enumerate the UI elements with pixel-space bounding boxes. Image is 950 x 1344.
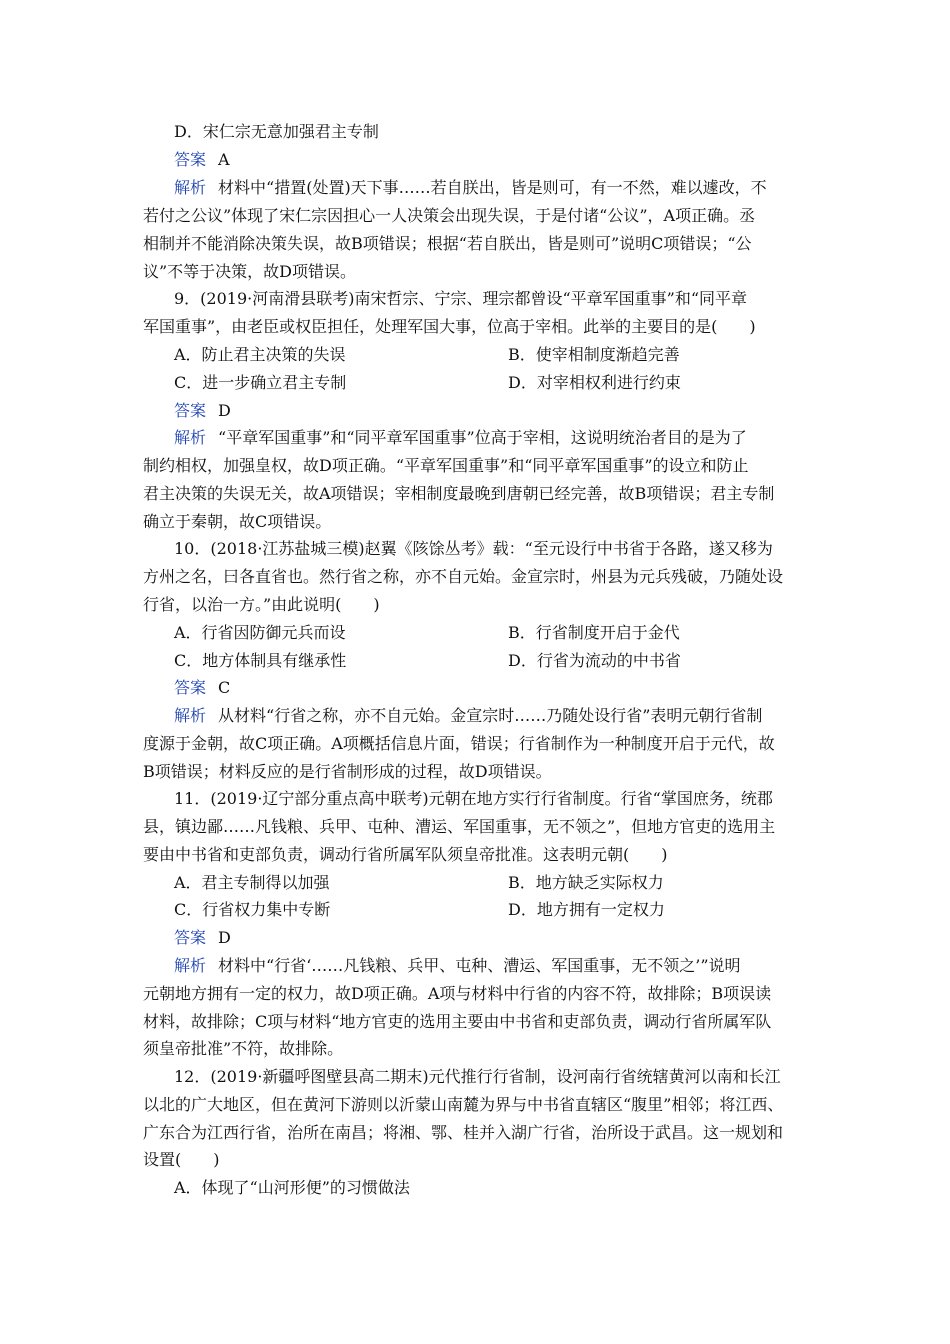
q9-analysis-line: 解析 “平章军国重事”和“同平章军国重事”位高于宰相，这说明统治者目的是为了 bbox=[174, 428, 747, 447]
q11-answer bbox=[174, 927, 231, 949]
q11-option-b: B．地方缺乏实际权力 bbox=[508, 873, 664, 892]
q8-option-d: D．宋仁宗无意加强君主专制 bbox=[174, 122, 379, 141]
analysis-label: 解析 bbox=[174, 706, 207, 725]
q9-option-c: C．进一步确立君主专制 bbox=[174, 373, 347, 392]
q12-stem-line: 12．(2019·新疆呼图壁县高二期末)元代推行行省制，设河南行省统辖黄河以南和长江 bbox=[174, 1067, 781, 1086]
q11-analysis-line: 解析 材料中“行省‘……凡钱粮、兵甲、屯种、漕运、军国重事，无不领之’”说明 bbox=[174, 956, 741, 975]
q8-analysis-line: 若付之公议”体现了宋仁宗因担心一人决策会出现失误，于是付诸“公议”，A项正确。丞 bbox=[143, 206, 756, 225]
q11-stem-line: 县，镇边鄙……凡钱粮、兵甲、屯种、漕运、军国重事，无不领之”，但地方官吏的选用主 bbox=[143, 817, 776, 836]
q8-answer bbox=[174, 149, 230, 171]
q12-stem-line: 以北的广大地区，但在黄河下游则以沂蒙山南麓为界与中书省直辖区“腹里”相邻；将江西、 bbox=[143, 1095, 784, 1114]
answer-value: D bbox=[218, 928, 231, 947]
q11-option-c: C．行省权力集中专断 bbox=[174, 900, 331, 919]
q11-stem-line: 要由中书省和吏部负责，调动行省所属军队须皇帝批准。这表明元朝( ) bbox=[143, 845, 668, 864]
q12-stem-line: 广东合为江西行省，治所在南昌；将湘、鄂、桂并入湖广行省，治所设于武昌。这一规划和 bbox=[143, 1123, 784, 1142]
q12-stem-line: 设置( ) bbox=[143, 1150, 220, 1169]
q10-answer bbox=[174, 677, 230, 699]
answer-label: 答案 bbox=[174, 678, 207, 697]
q11-option-d: D．地方拥有一定权力 bbox=[508, 900, 665, 919]
q10-option-c: C．地方体制具有继承性 bbox=[174, 651, 347, 670]
q9-option-a: A．防止君主决策的失误 bbox=[174, 345, 346, 364]
answer-label: 答案 bbox=[174, 150, 207, 169]
analysis-label: 解析 bbox=[174, 428, 207, 447]
q11-analysis-line: 元朝地方拥有一定的权力，故D项正确。A项与材料中行省的内容不符，故排除；B项误读 bbox=[143, 984, 772, 1003]
answer-value: D bbox=[218, 401, 231, 420]
answer-label: 答案 bbox=[174, 401, 207, 420]
q11-analysis-line: 材料，故排除；C项与材料“地方官吏的选用主要由中书省和吏部负责，调动行省所属军队 bbox=[143, 1012, 772, 1031]
q10-analysis-line: B项错误；材料反应的是行省制形成的过程，故D项错误。 bbox=[143, 762, 552, 781]
q11-option-a: A．君主专制得以加强 bbox=[174, 873, 330, 892]
q10-option-b: B．行省制度开启于金代 bbox=[508, 623, 680, 642]
answer-value: A bbox=[218, 150, 230, 169]
q9-stem-line: 军国重事”，由老臣或权臣担任，处理军国大事，位高于宰相。此举的主要目的是( ) bbox=[143, 317, 756, 336]
q10-stem-line: 行省，以治一方。”由此说明( ) bbox=[143, 595, 380, 614]
q10-stem-line: 方州之名，曰各直省也。然行省之称，亦不自元始。金宣宗时，州县为元兵残破，乃随处设 bbox=[143, 567, 784, 586]
answer-label: 答案 bbox=[174, 928, 207, 947]
q10-analysis-line: 度源于金朝，故C项正确。A项概括信息片面，错误；行省制作为一种制度开启于元代，故 bbox=[143, 734, 775, 753]
q10-option-d: D．行省为流动的中书省 bbox=[508, 651, 681, 670]
q8-analysis-line: 议”不等于决策，故D项错误。 bbox=[143, 262, 357, 281]
q9-analysis-line: 确立于秦朝，故C项错误。 bbox=[143, 512, 332, 531]
q8-analysis-line: 解析 材料中“措置(处置)天下事……若自朕出，皆是则可，有一不然，难以遽改，不 bbox=[174, 178, 767, 197]
analysis-label: 解析 bbox=[174, 956, 207, 975]
q9-stem-line: 9．(2019·河南滑县联考)南宋哲宗、宁宗、理宗都曾设“平章军国重事”和“同平章 bbox=[174, 289, 748, 308]
q11-stem-line: 11．(2019·辽宁部分重点高中联考)元朝在地方实行行省制度。行省“掌国庶务，统郡 bbox=[174, 789, 773, 808]
q11-analysis-line: 须皇帝批准”不符，故排除。 bbox=[143, 1039, 344, 1058]
q9-answer bbox=[174, 400, 231, 422]
q9-option-b: B．使宰相制度渐趋完善 bbox=[508, 345, 680, 364]
q12-option-a: A．体现了“山河形便”的习惯做法 bbox=[174, 1178, 410, 1197]
q10-stem-line: 10．(2018·江苏盐城三模)赵翼《陔馀丛考》载：“至元设行中书省于各路，遂又移为 bbox=[174, 539, 773, 558]
q10-analysis-line: 解析 从材料“行省之称，亦不自元始。金宣宗时……乃随处设行省”表明元朝行省制 bbox=[174, 706, 763, 725]
answer-value: C bbox=[218, 678, 231, 697]
q9-analysis-line: 君主决策的失误无关，故A项错误；宰相制度最晚到唐朝已经完善，故B项错误；君主专制 bbox=[143, 484, 775, 503]
q9-analysis-line: 制约相权，加强皇权，故D项正确。“平章军国重事”和“同平章军国重事”的设立和防止 bbox=[143, 456, 749, 475]
analysis-label: 解析 bbox=[174, 178, 207, 197]
q8-analysis-line: 相制并不能消除决策失误，故B项错误；根据“若自朕出，皆是则可”说明C项错误；“公 bbox=[143, 234, 752, 253]
q9-option-d: D．对宰相权利进行约束 bbox=[508, 373, 681, 392]
q10-option-a: A．行省因防御元兵而设 bbox=[174, 623, 346, 642]
